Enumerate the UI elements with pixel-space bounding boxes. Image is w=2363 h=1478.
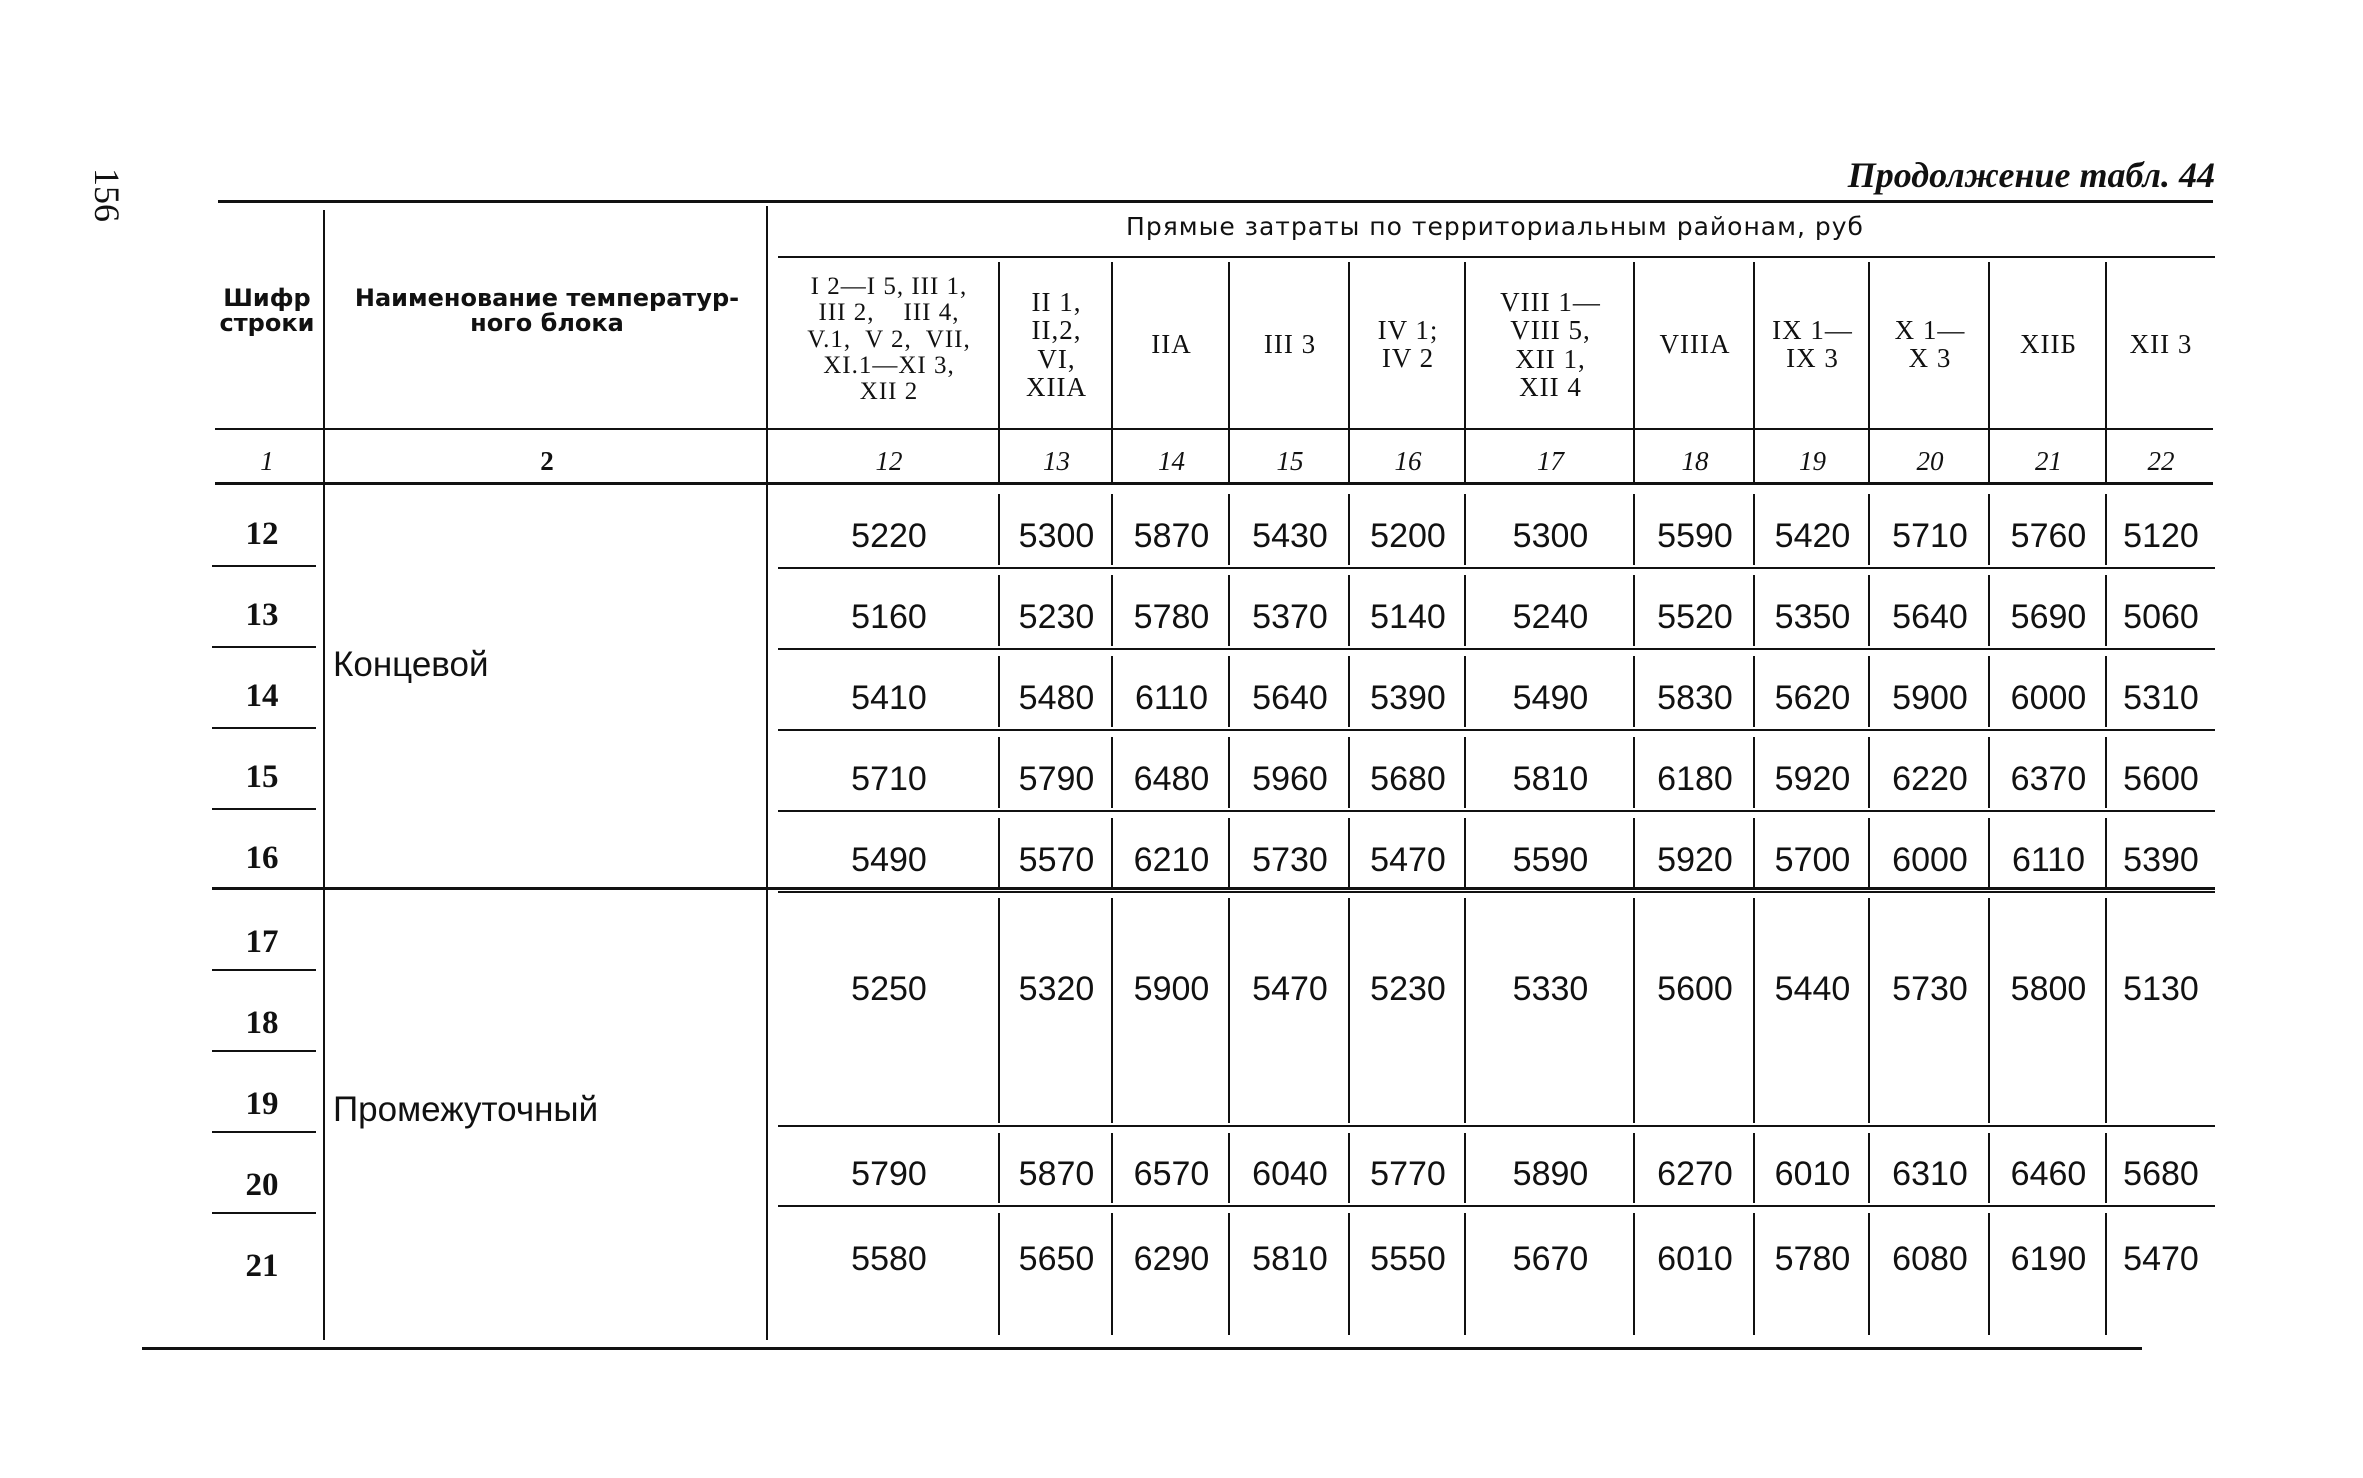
row-17-19-value-21: 5800 — [2010, 970, 2087, 1008]
row-14-value-12: 5410 — [851, 679, 927, 717]
row-17-19-value-18: 5600 — [1657, 970, 1733, 1008]
code-rule — [212, 1131, 316, 1133]
region-header-18: VIIIA — [1659, 329, 1731, 359]
value-cell-divider — [1464, 898, 1466, 1123]
row-code-20: 20 — [245, 1167, 279, 1203]
row-13-value-16: 5140 — [1370, 598, 1446, 636]
colnum-bottom-rule — [215, 482, 2213, 485]
row-21-value-12: 5580 — [851, 1240, 927, 1278]
value-cell-divider — [1228, 656, 1230, 727]
row-21-value-18: 6010 — [1657, 1240, 1733, 1278]
row-20-value-21: 6460 — [2010, 1155, 2087, 1193]
region-header-17: VIII 1— VIII 5, XII 1, XII 4 — [1500, 287, 1601, 403]
row-15-value-19: 5920 — [1774, 760, 1851, 798]
value-cell-divider — [1753, 818, 1755, 889]
region-header-divider — [1868, 262, 1870, 482]
row-13-value-17: 5240 — [1512, 598, 1589, 636]
row-rule — [778, 1205, 2215, 1207]
row-16-value-15: 5730 — [1252, 841, 1328, 879]
row-12-value-16: 5200 — [1370, 517, 1446, 555]
region-header-20: X 1— X 3 — [1894, 315, 1966, 374]
row-12-value-19: 5420 — [1774, 517, 1851, 555]
column-number-19: 19 — [1799, 446, 1826, 476]
row-17-19-value-13: 5320 — [1018, 970, 1095, 1008]
row-14-value-19: 5620 — [1774, 679, 1851, 717]
column-number-22: 22 — [2147, 446, 2175, 476]
row-13-value-22: 5060 — [2123, 598, 2199, 636]
region-header-19: IX 1— IX 3 — [1772, 315, 1853, 374]
row-21-value-21: 6190 — [2010, 1240, 2087, 1278]
value-cell-divider — [1464, 737, 1466, 808]
row-17-19-value-14: 5900 — [1133, 970, 1210, 1008]
region-header-divider — [1753, 262, 1755, 482]
table-continuation-title: Продолжение табл. 44 — [1847, 155, 2215, 195]
value-cell-divider — [1988, 575, 1990, 646]
value-cell-divider — [2105, 737, 2107, 808]
row-16-value-20: 6000 — [1892, 841, 1968, 879]
value-cell-divider — [998, 737, 1000, 808]
block-name-intermediate: Промежуточный — [333, 1090, 599, 1129]
value-cell-divider — [1633, 1213, 1635, 1335]
value-cell-divider — [998, 656, 1000, 727]
row-21-value-17: 5670 — [1512, 1240, 1589, 1278]
row-13-value-19: 5350 — [1774, 598, 1851, 636]
row-12-value-13: 5300 — [1018, 517, 1095, 555]
super-header-rule — [778, 256, 2215, 258]
row-13-value-21: 5690 — [2010, 598, 2087, 636]
page-number: 156 — [87, 168, 127, 222]
row-17-19-value-15: 5470 — [1252, 970, 1328, 1008]
row-17-19-value-20: 5730 — [1892, 970, 1968, 1008]
row-16-value-16: 5470 — [1370, 841, 1446, 879]
value-cell-divider — [1228, 575, 1230, 646]
value-cell-divider — [998, 575, 1000, 646]
value-cell-divider — [1988, 1133, 1990, 1203]
row-20-value-20: 6310 — [1892, 1155, 1968, 1193]
value-cell-divider — [1111, 1133, 1113, 1203]
value-cell-divider — [1228, 898, 1230, 1123]
value-cell-divider — [1111, 898, 1113, 1123]
region-header-22: XII 3 — [2129, 329, 2193, 359]
row-16-value-12: 5490 — [851, 841, 927, 879]
value-cell-divider — [1753, 656, 1755, 727]
row-21-value-20: 6080 — [1892, 1240, 1968, 1278]
value-cell-divider — [1228, 1213, 1230, 1335]
row-12-value-12: 5220 — [851, 517, 927, 555]
code-name-divider — [323, 210, 325, 1340]
header-name-column: Наименование температур- ного блока — [354, 284, 740, 338]
row-rule — [778, 729, 2215, 731]
row-12-value-20: 5710 — [1892, 517, 1968, 555]
region-header-13: II 1, II,2, VI, XIIA — [1026, 287, 1087, 403]
value-cell-divider — [1753, 737, 1755, 808]
value-cell-divider — [1753, 494, 1755, 565]
value-cell-divider — [1868, 656, 1870, 727]
row-16-value-14: 6210 — [1133, 841, 1210, 879]
row-code-19: 19 — [245, 1086, 279, 1122]
value-cell-divider — [1633, 494, 1635, 565]
row-20-value-16: 5770 — [1370, 1155, 1446, 1193]
value-cell-divider — [1348, 575, 1350, 646]
value-cell-divider — [1348, 1213, 1350, 1335]
value-cell-divider — [1988, 1213, 1990, 1335]
column-number-21: 21 — [2035, 446, 2062, 476]
region-header-12: I 2—I 5, III 1, III 2, III 4, V.1, V 2, VII, XI.1—XI 3, XII 2 — [807, 273, 971, 405]
row-15-value-21: 6370 — [2010, 760, 2087, 798]
value-cell-divider — [1633, 737, 1635, 808]
value-cell-divider — [1868, 1213, 1870, 1335]
column-number-20: 20 — [1916, 446, 1944, 476]
row-21-value-13: 5650 — [1018, 1240, 1095, 1278]
name-values-divider — [766, 206, 768, 1340]
value-cell-divider — [1348, 1133, 1350, 1203]
value-cell-divider — [1111, 1213, 1113, 1335]
region-header-16: IV 1; IV 2 — [1377, 315, 1439, 374]
row-16-value-17: 5590 — [1512, 841, 1589, 879]
row-12-value-17: 5300 — [1512, 517, 1589, 555]
code-rule — [212, 727, 316, 729]
value-cell-divider — [1464, 1213, 1466, 1335]
value-cell-divider — [1228, 1133, 1230, 1203]
table-top-rule — [218, 200, 2213, 203]
row-21-value-15: 5810 — [1252, 1240, 1328, 1278]
row-13-value-18: 5520 — [1657, 598, 1733, 636]
row-16-value-18: 5920 — [1657, 841, 1733, 879]
row-rule — [778, 567, 2215, 569]
row-15-value-22: 5600 — [2123, 760, 2199, 798]
region-header-divider — [1988, 262, 1990, 482]
value-cell-divider — [1753, 898, 1755, 1123]
row-code-16: 16 — [245, 840, 279, 876]
value-cell-divider — [1348, 898, 1350, 1123]
value-cell-divider — [1633, 575, 1635, 646]
row-14-value-20: 5900 — [1892, 679, 1968, 717]
header-bottom-rule — [215, 428, 2213, 430]
row-21-value-14: 6290 — [1133, 1240, 1210, 1278]
value-cell-divider — [1348, 818, 1350, 889]
row-17-19-value-22: 5130 — [2123, 970, 2199, 1008]
value-cell-divider — [1868, 494, 1870, 565]
row-15-value-20: 6220 — [1892, 760, 1968, 798]
region-header-divider — [1348, 262, 1350, 482]
value-cell-divider — [1228, 494, 1230, 565]
value-cell-divider — [1988, 898, 1990, 1123]
row-code-21: 21 — [245, 1248, 279, 1284]
value-cell-divider — [998, 818, 1000, 889]
column-number-2: 2 — [540, 446, 554, 476]
value-cell-divider — [1111, 818, 1113, 889]
value-cell-divider — [1868, 575, 1870, 646]
value-cell-divider — [1348, 656, 1350, 727]
value-cell-divider — [1111, 737, 1113, 808]
row-code-14: 14 — [245, 678, 279, 714]
row-20-value-17: 5890 — [1512, 1155, 1589, 1193]
column-number-14: 14 — [1158, 446, 1185, 476]
value-cell-divider — [2105, 1133, 2107, 1203]
row-20-value-12: 5790 — [851, 1155, 927, 1193]
value-cell-divider — [998, 494, 1000, 565]
row-21-value-19: 5780 — [1774, 1240, 1851, 1278]
row-15-value-15: 5960 — [1252, 760, 1328, 798]
row-13-value-20: 5640 — [1892, 598, 1968, 636]
row-15-value-14: 6480 — [1133, 760, 1210, 798]
value-cell-divider — [998, 1213, 1000, 1335]
row-rule — [778, 891, 2215, 893]
value-cell-divider — [1988, 737, 1990, 808]
row-20-value-14: 6570 — [1133, 1155, 1210, 1193]
row-14-value-14: 6110 — [1134, 679, 1209, 717]
row-15-value-18: 6180 — [1657, 760, 1733, 798]
region-header-14: IIA — [1151, 329, 1192, 359]
value-cell-divider — [2105, 898, 2107, 1123]
row-code-17: 17 — [245, 924, 279, 960]
header-code-column: Шифр строки — [219, 284, 315, 338]
value-cell-divider — [1868, 898, 1870, 1123]
row-17-19-value-19: 5440 — [1774, 970, 1851, 1008]
value-cell-divider — [1348, 737, 1350, 808]
value-cell-divider — [1988, 656, 1990, 727]
row-code-12: 12 — [245, 516, 279, 552]
row-15-value-12: 5710 — [851, 760, 927, 798]
row-15-value-16: 5680 — [1370, 760, 1446, 798]
region-header-divider — [2105, 262, 2107, 482]
code-rule — [212, 646, 316, 648]
row-20-value-15: 6040 — [1252, 1155, 1328, 1193]
row-21-value-16: 5550 — [1370, 1240, 1446, 1278]
value-cell-divider — [1868, 737, 1870, 808]
code-rule — [212, 808, 316, 810]
region-header-divider — [998, 262, 1000, 482]
value-cell-divider — [1988, 494, 1990, 565]
region-header-divider — [1111, 262, 1113, 482]
row-17-19-value-12: 5250 — [851, 970, 927, 1008]
column-number-18: 18 — [1681, 446, 1709, 476]
value-cell-divider — [1111, 494, 1113, 565]
row-16-value-22: 5390 — [2123, 841, 2199, 879]
row-17-19-value-16: 5230 — [1370, 970, 1446, 1008]
value-cell-divider — [1633, 1133, 1635, 1203]
row-16-value-21: 6110 — [2011, 841, 2086, 879]
column-number-12: 12 — [875, 446, 903, 476]
value-cell-divider — [1464, 656, 1466, 727]
value-cell-divider — [998, 1133, 1000, 1203]
column-number-15: 15 — [1276, 446, 1304, 476]
row-20-value-19: 6010 — [1774, 1155, 1851, 1193]
value-cell-divider — [998, 898, 1000, 1123]
row-13-value-14: 5780 — [1133, 598, 1210, 636]
row-14-value-18: 5830 — [1657, 679, 1733, 717]
value-cell-divider — [2105, 575, 2107, 646]
row-rule — [778, 810, 2215, 812]
group-divider-rule — [212, 887, 2215, 890]
region-header-21: XIIБ — [2020, 329, 2077, 359]
row-code-13: 13 — [245, 597, 279, 633]
row-16-value-13: 5570 — [1018, 841, 1095, 879]
block-name-end: Концевой — [333, 645, 489, 684]
value-cell-divider — [1464, 1133, 1466, 1203]
value-cell-divider — [1868, 818, 1870, 889]
row-12-value-18: 5590 — [1657, 517, 1733, 555]
value-cell-divider — [1228, 818, 1230, 889]
row-13-value-13: 5230 — [1018, 598, 1095, 636]
row-14-value-17: 5490 — [1512, 679, 1589, 717]
region-header-15: III 3 — [1263, 329, 1317, 359]
row-rule — [778, 648, 2215, 650]
row-12-value-21: 5760 — [2010, 517, 2087, 555]
value-cell-divider — [1868, 1133, 1870, 1203]
row-14-value-22: 5310 — [2123, 679, 2199, 717]
value-cell-divider — [1111, 656, 1113, 727]
row-14-value-21: 6000 — [2010, 679, 2087, 717]
code-rule — [212, 969, 316, 971]
row-20-value-22: 5680 — [2123, 1155, 2199, 1193]
value-cell-divider — [1464, 494, 1466, 565]
column-number-1: 1 — [260, 446, 274, 476]
row-12-value-15: 5430 — [1252, 517, 1328, 555]
value-cell-divider — [1633, 898, 1635, 1123]
region-header-divider — [1228, 262, 1230, 482]
value-cell-divider — [1753, 575, 1755, 646]
row-12-value-22: 5120 — [2123, 517, 2199, 555]
row-code-18: 18 — [245, 1005, 279, 1041]
value-cell-divider — [1988, 818, 1990, 889]
row-14-value-13: 5480 — [1018, 679, 1095, 717]
column-number-16: 16 — [1394, 446, 1422, 476]
row-13-value-12: 5160 — [851, 598, 927, 636]
column-number-13: 13 — [1043, 446, 1070, 476]
value-cell-divider — [2105, 494, 2107, 565]
row-21-value-22: 5470 — [2123, 1240, 2199, 1278]
row-code-15: 15 — [245, 759, 279, 795]
row-20-value-13: 5870 — [1018, 1155, 1095, 1193]
header-direct-costs: Прямые затраты по территориальным районам, руб — [1126, 212, 1864, 241]
table-bottom-rule — [142, 1347, 2142, 1350]
code-rule — [212, 1050, 316, 1052]
column-number-17: 17 — [1537, 446, 1564, 476]
row-14-value-16: 5390 — [1370, 679, 1446, 717]
value-cell-divider — [1228, 737, 1230, 808]
row-15-value-13: 5790 — [1018, 760, 1095, 798]
value-cell-divider — [1348, 494, 1350, 565]
value-cell-divider — [2105, 656, 2107, 727]
value-cell-divider — [1464, 575, 1466, 646]
row-15-value-17: 5810 — [1512, 760, 1589, 798]
value-cell-divider — [2105, 1213, 2107, 1335]
row-14-value-15: 5640 — [1252, 679, 1328, 717]
value-cell-divider — [1633, 656, 1635, 727]
region-header-divider — [1464, 262, 1466, 482]
row-rule — [778, 1125, 2215, 1127]
value-cell-divider — [2105, 818, 2107, 889]
value-cell-divider — [1753, 1133, 1755, 1203]
value-cell-divider — [1464, 818, 1466, 889]
value-cell-divider — [1111, 575, 1113, 646]
row-13-value-15: 5370 — [1252, 598, 1328, 636]
value-cell-divider — [1753, 1213, 1755, 1335]
region-header-divider — [1633, 262, 1635, 482]
code-rule — [212, 565, 316, 567]
row-12-value-14: 5870 — [1133, 517, 1210, 555]
value-cell-divider — [1633, 818, 1635, 889]
row-17-19-value-17: 5330 — [1512, 970, 1589, 1008]
row-20-value-18: 6270 — [1657, 1155, 1733, 1193]
row-16-value-19: 5700 — [1774, 841, 1851, 879]
code-rule — [212, 1212, 316, 1214]
